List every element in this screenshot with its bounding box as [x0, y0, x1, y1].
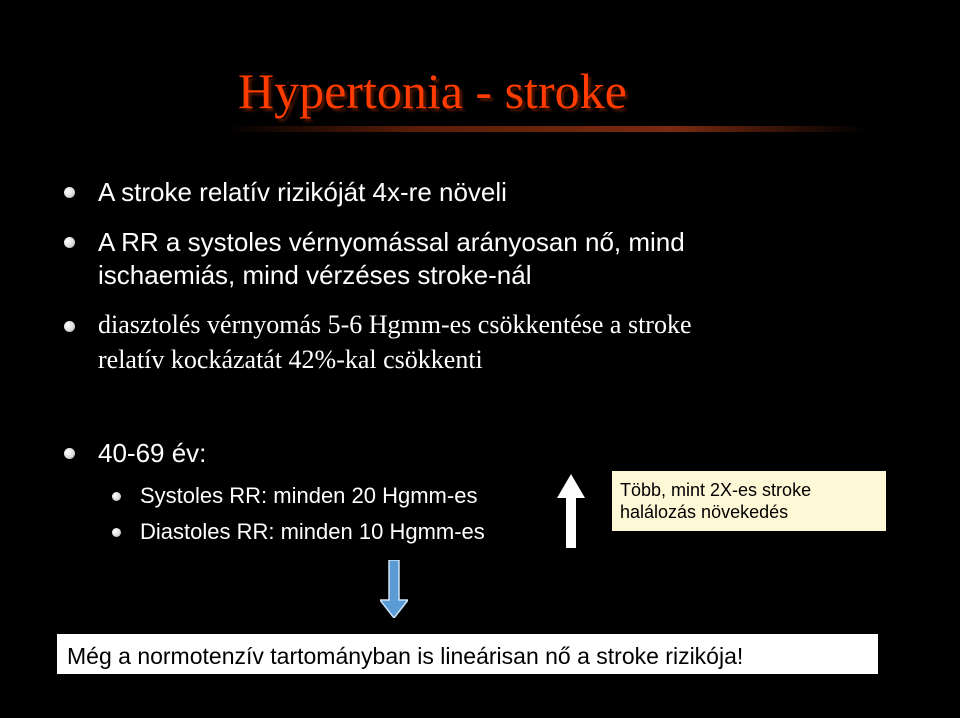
- bullet-text-3a: diasztolés vérnyomás 5-6 Hgmm-es csökkentése a stroke: [98, 310, 692, 339]
- bullet-text-2a: A RR a systoles vérnyomással arányosan nő, mind: [98, 227, 685, 257]
- sub-bullet-text-2: Diastoles RR: minden 10 Hgmm-es: [140, 519, 485, 544]
- bullet-icon: [64, 237, 75, 248]
- bullet-text-1: A stroke relatív rizikóját 4x-re növeli: [98, 177, 507, 207]
- conclusion-box: [57, 634, 878, 674]
- bullet-text-3b: relatív kockázatát 42%-kal csökkenti: [98, 345, 483, 374]
- slide-title: Hypertonia - stroke: [238, 63, 627, 119]
- bullet-text-2b: ischaemiás, mind vérzéses stroke-nál: [98, 260, 532, 290]
- bullet-icon: [64, 187, 75, 198]
- sub-bullet-icon: [112, 528, 121, 537]
- sub-bullet-icon: [112, 492, 121, 501]
- arrow-up-icon: [557, 474, 585, 548]
- bullet-icon: [64, 448, 75, 459]
- sub-bullet-text-1: Systoles RR: minden 20 Hgmm-es: [140, 483, 478, 508]
- conclusion-text: Még a normotenzív tartományban is lineárisan nő a stroke rizikója!: [67, 643, 744, 669]
- note-line-1: Több, mint 2X-es stroke: [620, 480, 812, 500]
- note-box: [612, 471, 886, 531]
- title-divider: [225, 126, 865, 132]
- arrow-down-icon: [380, 560, 408, 618]
- bullet-text-4: 40-69 év:: [98, 438, 207, 468]
- bullet-icon: [64, 321, 75, 332]
- note-line-2: halálozás növekedés: [620, 502, 789, 522]
